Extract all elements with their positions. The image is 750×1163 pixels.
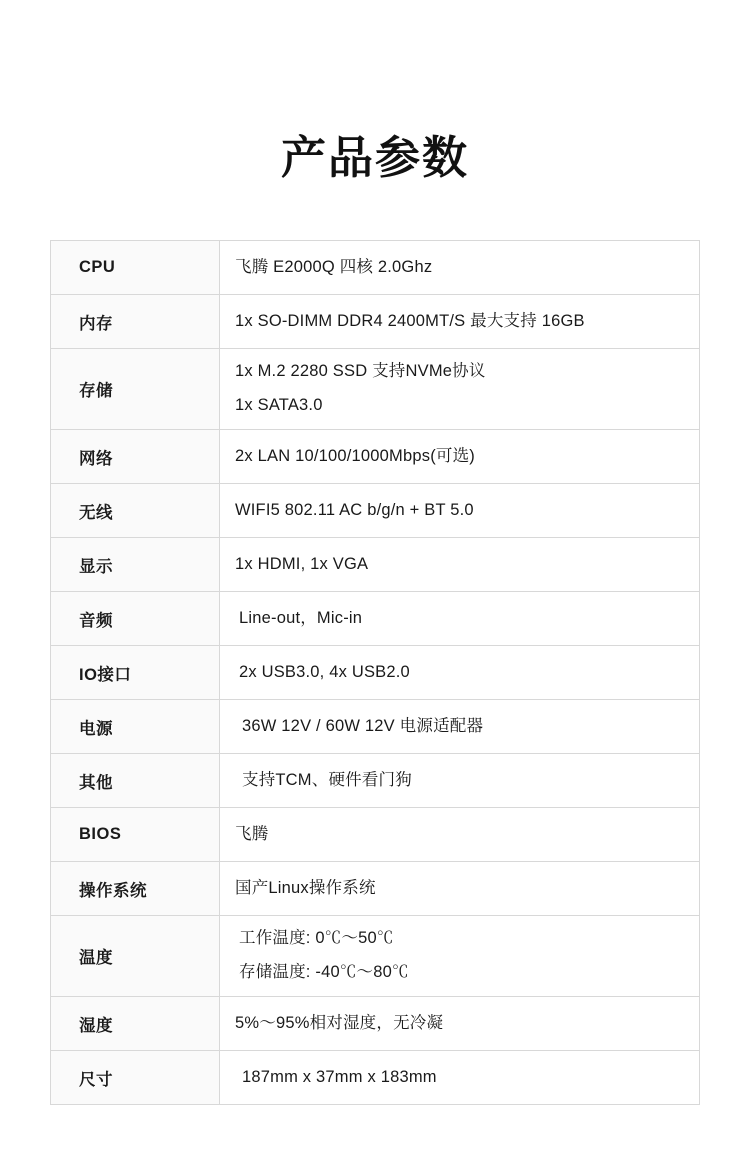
spec-row-value <box>220 592 700 646</box>
spec-row <box>51 592 700 646</box>
spec-row <box>51 349 700 430</box>
spec-row-value <box>220 538 700 592</box>
spec-row-label: 内存 <box>51 295 220 349</box>
spec-row-value <box>220 700 700 754</box>
spec-row <box>51 862 700 916</box>
page-title: 产品参数 <box>280 132 469 183</box>
spec-row-value <box>220 430 700 484</box>
spec-row-value <box>220 916 700 997</box>
spec-row-label: 电源 <box>51 700 220 754</box>
spec-row-value <box>220 349 700 430</box>
spec-row <box>51 430 700 484</box>
spec-row-label: BIOS <box>51 808 220 862</box>
spec-value-line: 187mm x 37mm x 183mm <box>242 1067 437 1086</box>
spec-value-line: 支持TCM、硬件看门狗 <box>242 770 412 789</box>
spec-row-label: 音频 <box>51 592 220 646</box>
spec-value-line: Line-out，Mic-in <box>239 608 363 627</box>
spec-row-value <box>220 862 700 916</box>
spec-value-line: 国产Linux操作系统 <box>235 878 376 897</box>
spec-row <box>51 646 700 700</box>
spec-value-line: 工作温度: 0℃～50℃ <box>239 929 394 948</box>
spec-row-label: 湿度 <box>51 997 220 1051</box>
spec-row-value <box>220 1051 700 1105</box>
spec-table-body <box>51 241 700 1105</box>
spec-row-label: 显示 <box>51 538 220 592</box>
spec-value-line: 1x M.2 2280 SSD 支持NVMe协议 <box>235 362 486 381</box>
spec-row-label: 其他 <box>51 754 220 808</box>
spec-row-label: 操作系统 <box>51 862 220 916</box>
spec-row-value <box>220 808 700 862</box>
spec-row-value <box>220 646 700 700</box>
spec-row-label: 尺寸 <box>51 1051 220 1105</box>
spec-row <box>51 1051 700 1105</box>
spec-value-line: 2x LAN 10/100/1000Mbps(可选) <box>235 446 475 465</box>
spec-row <box>51 808 700 862</box>
spec-table-container <box>50 185 700 1105</box>
spec-row <box>51 997 700 1051</box>
spec-row <box>51 484 700 538</box>
spec-value-line: 飞腾 E2000Q 四核 2.0Ghz <box>235 257 433 276</box>
spec-row-value <box>220 754 700 808</box>
spec-row-label: 无线 <box>51 484 220 538</box>
spec-row-value <box>220 484 700 538</box>
product-spec-table <box>50 240 700 1105</box>
spec-value-line: 5%～95%相对湿度，无冷凝 <box>235 1013 444 1032</box>
spec-row-value <box>220 997 700 1051</box>
spec-row-value <box>220 295 700 349</box>
spec-value-line: 存储温度: -40℃～80℃ <box>239 963 409 981</box>
spec-row <box>51 916 700 997</box>
spec-value-line: 1x HDMI, 1x VGA <box>235 554 369 573</box>
spec-value-line: 36W 12V / 60W 12V 电源适配器 <box>242 716 484 735</box>
spec-row-label: 网络 <box>51 430 220 484</box>
spec-value-line: 2x USB3.0, 4x USB2.0 <box>239 662 410 681</box>
spec-row <box>51 700 700 754</box>
spec-row <box>51 295 700 349</box>
spec-value-line: 1x SO-DIMM DDR4 2400MT/S 最大支持 16GB <box>235 311 585 330</box>
spec-value-line: WIFI5 802.11 AC b/g/n + BT 5.0 <box>235 500 474 519</box>
spec-row <box>51 754 700 808</box>
spec-row-label: 存储 <box>51 349 220 430</box>
spec-row-label: 温度 <box>51 916 220 997</box>
spec-value-line: 1x SATA3.0 <box>235 396 323 414</box>
spec-row-label: CPU <box>51 241 220 295</box>
spec-row <box>51 538 700 592</box>
spec-row-label: IO接口 <box>51 646 220 700</box>
spec-row <box>51 241 700 295</box>
spec-value-line: 飞腾 <box>235 824 269 843</box>
spec-row-value <box>220 241 700 295</box>
